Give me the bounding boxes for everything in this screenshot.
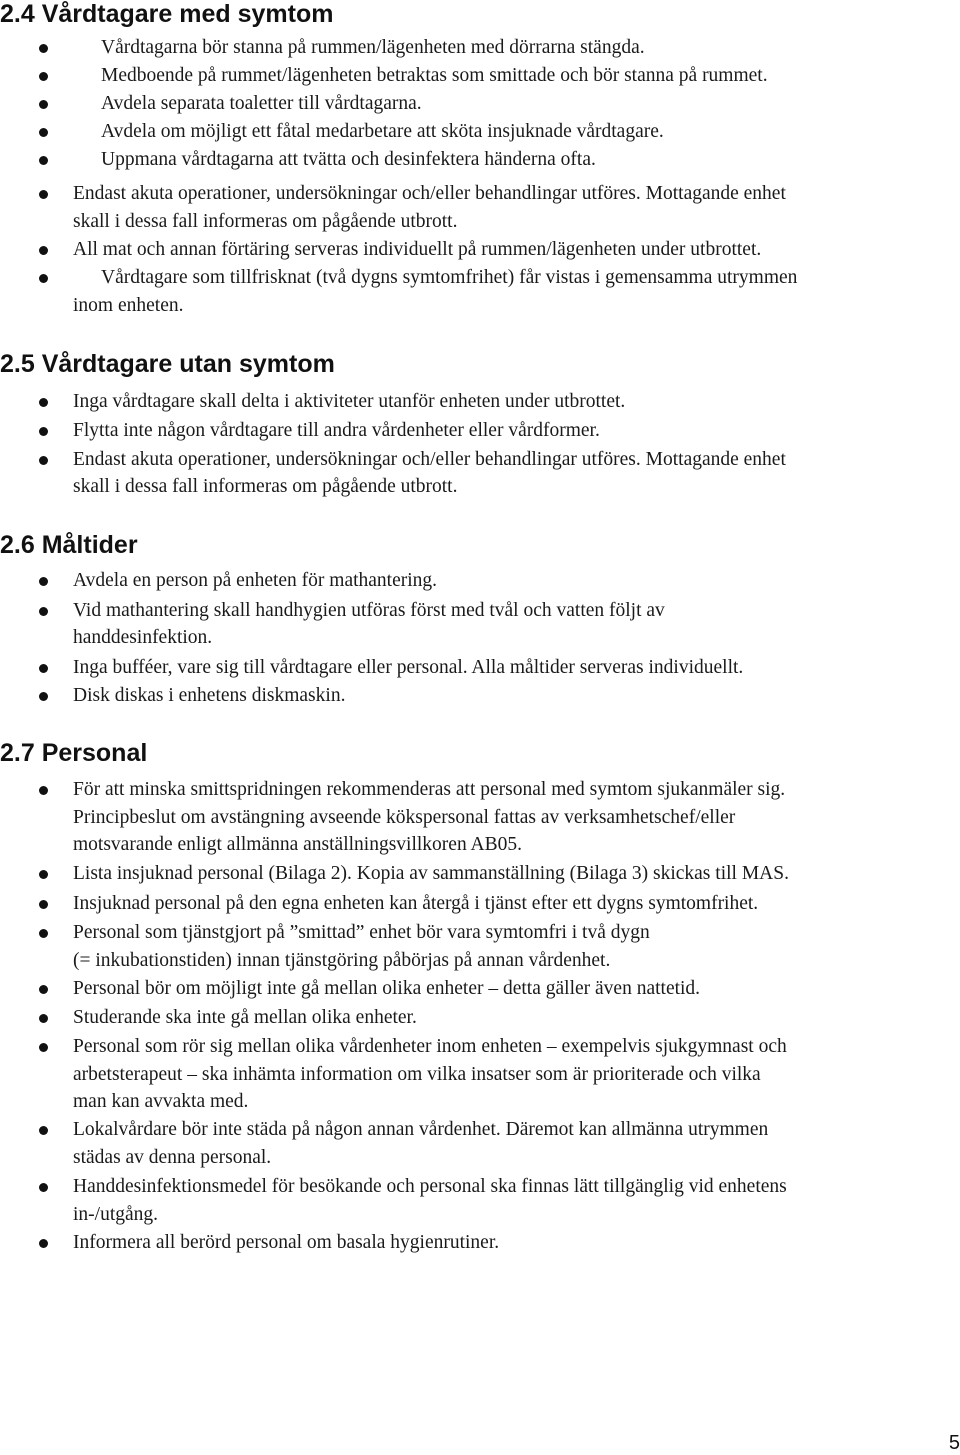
list-item-text: Avdela om möjligt ett fåtal medarbetare att sköta insjuknade vårdtagare. [101, 121, 664, 142]
bullet-icon [39, 1043, 48, 1052]
bullet-icon [39, 1014, 48, 1023]
list-item-text: För att minska smittspridningen rekommenderas att personal med symtom sjukanmäler sig. [73, 779, 786, 800]
bullet-icon [39, 692, 48, 701]
bullet-icon [39, 1239, 48, 1248]
list-item-text: Inga bufféer, vare sig till vårdtagare eller personal. Alla måltider serveras individuellt. [73, 657, 744, 678]
list-item-text: Handdesinfektionsmedel för besökande och personal ska finnas lätt tillgänglig vid enhetens [73, 1176, 787, 1197]
bullet-icon [39, 929, 48, 938]
list-item-text: Informera all berörd personal om basala hygienrutiner. [73, 1232, 500, 1253]
section-heading: 2.4 Vårdtagare med symtom [0, 0, 334, 28]
bullet-icon [39, 72, 48, 81]
list-item-text: Disk diskas i enhetens diskmaskin. [73, 685, 346, 706]
list-item-text: Personal som rör sig mellan olika vårdenheter inom enheten – exempelvis sjukgymnast och [73, 1036, 787, 1057]
bullet-icon [39, 786, 48, 795]
list-item-text: Endast akuta operationer, undersökningar och/eller behandlingar utföres. Mottagande enhet [73, 449, 786, 470]
bullet-icon [39, 128, 48, 137]
bullet-icon [39, 156, 48, 165]
list-item-text: All mat och annan förtäring serveras individuellt på rummen/lägenheten under utbrottet. [73, 239, 762, 260]
bullet-icon [39, 985, 48, 994]
list-item-text: Personal bör om möjligt inte gå mellan olika enheter – detta gäller även nattetid. [73, 978, 701, 999]
page-number: 5 [948, 1432, 960, 1454]
list-item-text: motsvarande enligt allmänna anställningsvillkoren AB05. [73, 834, 522, 855]
list-item-text: in-/utgång. [73, 1203, 159, 1225]
bullet-icon [39, 427, 48, 436]
list-item-text: Inga vårdtagare skall delta i aktiviteter utanför enheten under utbrottet. [73, 391, 626, 412]
list-item-text: inom enheten. [73, 295, 184, 316]
list-item-text: arbetsterapeut – ska inhämta information om vilka insatser som är prioriterade och vilka [73, 1063, 761, 1085]
list-item-text: skall i dessa fall informeras om pågående utbrott. [73, 476, 458, 497]
list-item-text: skall i dessa fall informeras om pågående utbrott. [73, 211, 458, 232]
bullet-icon [39, 1126, 48, 1135]
list-item-text: Uppmana vårdtagarna att tvätta och desinfektera händerna ofta. [101, 149, 596, 170]
bullet-icon [39, 246, 48, 255]
list-item-text: städas av denna personal. [73, 1146, 272, 1168]
list-item-text: Flytta inte någon vårdtagare till andra vårdenheter eller vårdformer. [73, 420, 600, 441]
section-heading: 2.6 Måltider [0, 531, 138, 559]
list-item-text: Personal som tjänstgjort på ”smittad” enhet bör vara symtomfri i två dygn [73, 922, 650, 943]
list-item-text: Avdela separata toaletter till vårdtagarna. [101, 93, 422, 114]
bullet-icon [39, 456, 48, 465]
list-item-text: Lista insjuknad personal (Bilaga 2). Kopia av sammanställning (Bilaga 3) skickas till MAS. [73, 863, 789, 884]
bullet-icon [39, 870, 48, 879]
list-item-text: Endast akuta operationer, undersökningar och/eller behandlingar utföres. Mottagande enhet [73, 183, 786, 204]
list-item-text: Vid mathantering skall handhygien utföras först med tvål och vatten följt av [73, 600, 665, 621]
bullet-icon [39, 398, 48, 407]
bullet-icon [39, 190, 48, 199]
bullet-icon [39, 100, 48, 109]
list-item-text: (= inkubationstiden) innan tjänstgöring påbörjas på annan vårdenhet. [73, 949, 611, 971]
list-item-text: Lokalvårdare bör inte städa på någon annan vårdenhet. Däremot kan allmänna utrymmen [73, 1119, 769, 1140]
list-item-text: Studerande ska inte gå mellan olika enheter. [73, 1007, 417, 1028]
bullet-icon [39, 900, 48, 909]
bullet-icon [39, 577, 48, 586]
list-item-text: Principbeslut om avstängning avseende kökspersonal fattas av verksamhetschef/eller [73, 806, 736, 828]
list-item-text: Vårdtagarna bör stanna på rummen/lägenheten med dörrarna stängda. [101, 37, 645, 58]
list-item-text: handdesinfektion. [73, 627, 213, 648]
bullet-icon [39, 44, 48, 53]
bullet-icon [39, 1183, 48, 1192]
list-item-text: Avdela en person på enheten för mathantering. [73, 570, 438, 591]
section-heading: 2.7 Personal [0, 739, 148, 767]
list-item-text: Vårdtagare som tillfrisknat (två dygns symtomfrihet) får vistas i gemensamma utrymmen [101, 267, 798, 288]
bullet-icon [39, 274, 48, 283]
section-heading: 2.5 Vårdtagare utan symtom [0, 350, 335, 378]
bullet-icon [39, 607, 48, 616]
bullet-icon [39, 664, 48, 673]
list-item-text: man kan avvakta med. [73, 1091, 249, 1112]
list-item-text: Medboende på rummet/lägenheten betraktas som smittade och bör stanna på rummet. [101, 65, 768, 86]
list-item-text: Insjuknad personal på den egna enheten kan återgå i tjänst efter ett dygns symtomfrihet. [73, 893, 759, 914]
